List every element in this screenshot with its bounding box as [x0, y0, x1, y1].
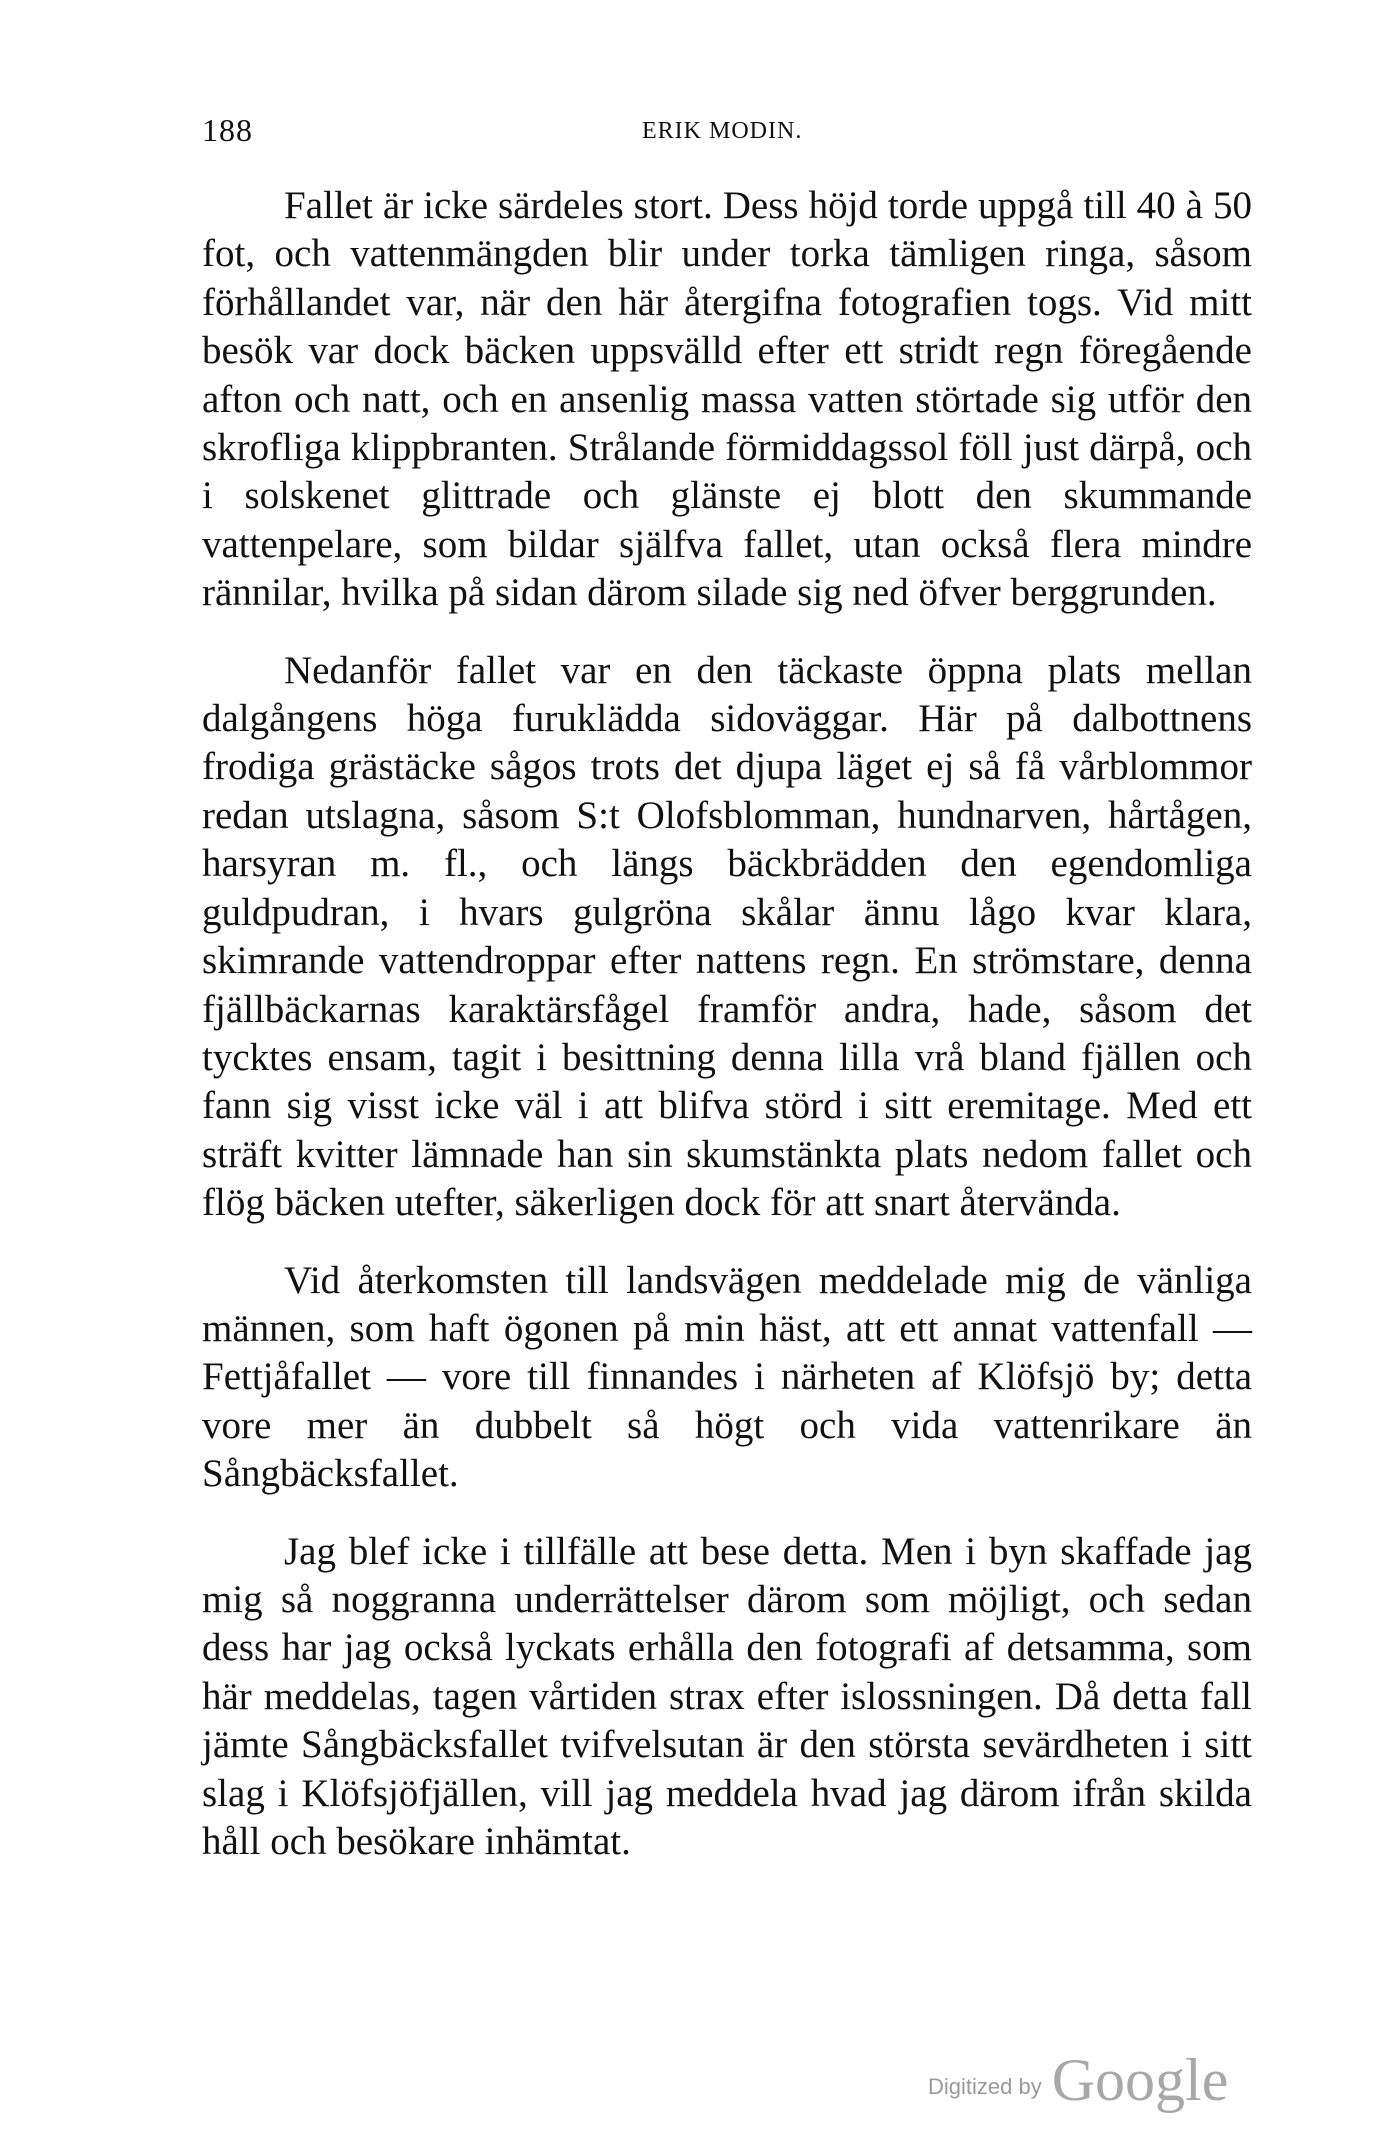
paragraph-4: Jag blef icke i tillfälle att bese detta. Men i byn skaffade jag mig så noggranna underrättelser därom som möjligt, och sedan dess har jag också lyckats erhålla den fotografi af detsamma, som här meddelas, tagen vårtiden strax efter islossningen. Då detta fall jämte Sångbäcksfallet tvifvelsutan är den största sevärdheten i sitt slag i Klöfsjöfjällen, vill jag meddela hvad jag därom ifrån skilda håll och besökare inhämtat.: [202, 1529, 1252, 1863]
watermark-prefix: Digitized by: [928, 2074, 1042, 2099]
running-head: ERIK MODIN.: [642, 118, 803, 144]
page-header: [202, 112, 1252, 152]
google-logo: Google: [1051, 2047, 1229, 2113]
paragraph-1: Fallet är icke särdeles stort. Dess höjd torde uppgå till 40 à 50 fot, och vattenmängden blir under torka tämligen ringa, såsom förhållandet var, när den här återgifna fotografien togs. Vid mitt besök var dock bäcken uppsvälld efter ett stridt regn föregående afton och natt, och en ansenlig massa vatten störtade sig utför den skrofliga klippbranten. Strålande förmiddagssol föll just därpå, och i solskenet glittrade och glänste ej blott den skummande vattenpelare, som bildar själfva fallet, utan också flera mindre rännilar, hvilka på sidan därom silade sig ned öfver berggrunden.: [202, 184, 1252, 615]
paragraph-2: Nedanför fallet var en den täckaste öppna plats mellan dalgångens höga furuklädda sidoväggar. Här på dalbottnens frodiga grästäcke sågos trots det djupa läget ej så få vårblommor redan utslagna, såsom S:t Olofsblomman, hundnarven, hårtågen, harsyran m. fl., och längs bäckbrädden den egendomliga guldpudran, i hvars gulgröna skålar ännu lågo kvar klara, skimrande vattendroppar efter nattens regn. En strömstare, denna fjällbäckarnas karaktärsfågel framför andra, hade, såsom det tycktes ensam, tagit i besittning denna lilla vrå bland fjällen och fann sig visst icke väl i att blifva störd i sitt eremitage. Med ett sträft kvitter lämnade han sin skumstänkta plats nedom fallet och flög bäcken utefter, säkerligen dock för att snart återvända.: [202, 648, 1252, 1225]
page-number: 188: [202, 112, 253, 148]
body-text: [202, 182, 1252, 1866]
paragraph-3: Vid återkomsten till landsvägen meddelade mig de vänliga männen, som haft ögonen på min häst, att ett annat vattenfall — Fettjåfallet — vore till finnandes i närheten af Klöfsjö by; detta vore mer än dubbelt så högt och vida vattenrikare än Sångbäcksfallet.: [202, 1258, 1252, 1496]
digitized-watermark: [928, 2046, 1228, 2115]
